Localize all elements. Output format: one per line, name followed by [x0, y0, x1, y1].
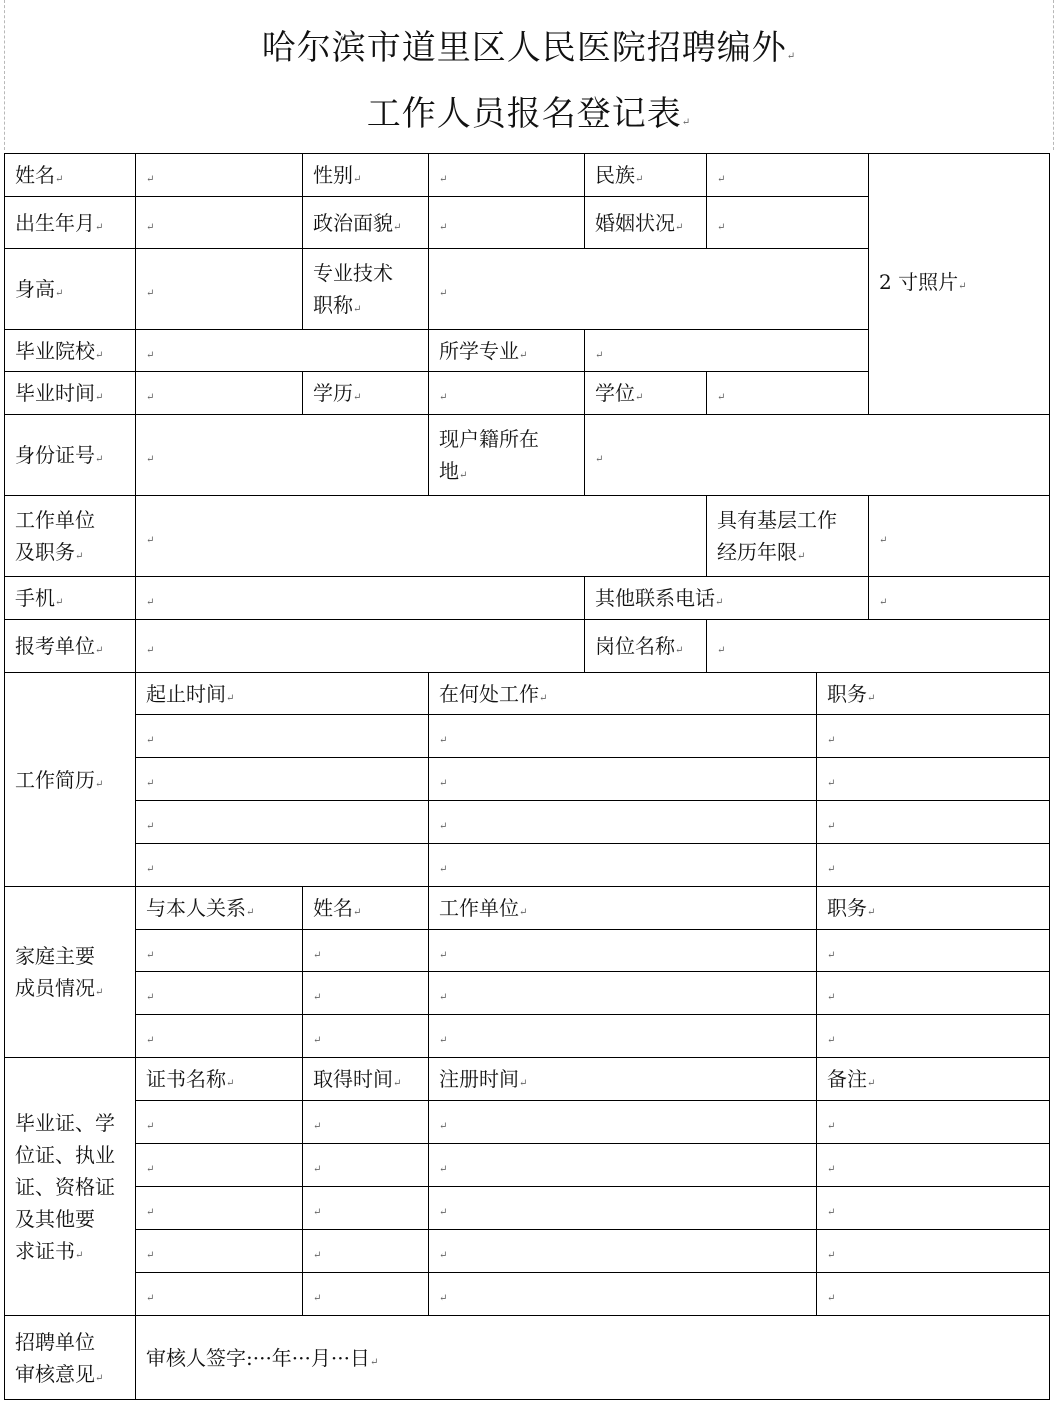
cert-row — [5, 1144, 1050, 1187]
cert-registered-cell[interactable]: ↵ — [429, 1230, 817, 1273]
name-field[interactable]: ↵ — [136, 154, 303, 197]
family-relation-cell[interactable]: ↵ — [136, 1015, 303, 1058]
resume-workplace-cell[interactable]: ↵ — [429, 844, 817, 887]
registration-table — [4, 153, 1050, 1400]
degree-field[interactable]: ↵ — [707, 372, 869, 415]
label-review: 招聘单位 审核意见↵ — [5, 1316, 136, 1400]
family-position-cell[interactable]: ↵ — [817, 972, 1050, 1015]
label-pro-title: 专业技术 职称↵ — [303, 249, 429, 330]
resume-row — [5, 844, 1050, 887]
cert-registered-cell[interactable]: ↵ — [429, 1144, 817, 1187]
family-header-name: 姓名↵ — [303, 887, 429, 930]
cert-name-cell[interactable]: ↵ — [136, 1101, 303, 1144]
label-family: 家庭主要 成员情况↵ — [5, 887, 136, 1058]
family-name-cell[interactable]: ↵ — [303, 1015, 429, 1058]
label-employer: 工作单位 及职务↵ — [5, 496, 136, 577]
resume-workplace-cell[interactable]: ↵ — [429, 715, 817, 758]
cert-notes-cell[interactable]: ↵ — [817, 1230, 1050, 1273]
label-birth: 出生年月↵ — [5, 197, 136, 249]
resume-position-cell[interactable]: ↵ — [817, 758, 1050, 801]
cert-header-notes: 备注↵ — [817, 1058, 1050, 1101]
resume-period-cell[interactable]: ↵ — [136, 758, 429, 801]
resume-period-cell[interactable]: ↵ — [136, 844, 429, 887]
cert-header-registered: 注册时间↵ — [429, 1058, 817, 1101]
cert-row — [5, 1230, 1050, 1273]
mobile-field[interactable]: ↵ — [136, 577, 585, 620]
resume-row — [5, 715, 1050, 758]
family-header-employer: 工作单位↵ — [429, 887, 817, 930]
birth-field[interactable]: ↵ — [136, 197, 303, 249]
cert-registered-cell[interactable]: ↵ — [429, 1101, 817, 1144]
label-hukou: 现户籍所在 地↵ — [429, 415, 585, 496]
cert-row — [5, 1101, 1050, 1144]
label-mobile: 手机↵ — [5, 577, 136, 620]
cert-obtained-cell[interactable]: ↵ — [303, 1230, 429, 1273]
cert-name-cell[interactable]: ↵ — [136, 1230, 303, 1273]
gender-field[interactable]: ↵ — [429, 154, 585, 197]
height-field[interactable]: ↵ — [136, 249, 303, 330]
family-header-relation: 与本人关系↵ — [136, 887, 303, 930]
label-major: 所学专业↵ — [429, 330, 585, 372]
form-title-line2: 工作人员报名登记表↵ — [366, 94, 692, 134]
label-certificates: 毕业证、学 位证、执业 证、资格证 及其他要 求证书↵ — [5, 1058, 136, 1316]
cert-obtained-cell[interactable]: ↵ — [303, 1273, 429, 1316]
family-name-cell[interactable]: ↵ — [303, 972, 429, 1015]
post-name-field[interactable]: ↵ — [707, 620, 1050, 673]
label-marital: 婚姻状况↵ — [585, 197, 707, 249]
resume-period-cell[interactable]: ↵ — [136, 801, 429, 844]
cert-notes-cell[interactable]: ↵ — [817, 1101, 1050, 1144]
label-post-name: 岗位名称↵ — [585, 620, 707, 673]
apply-unit-field[interactable]: ↵ — [136, 620, 585, 673]
label-id-no: 身份证号↵ — [5, 415, 136, 496]
resume-period-cell[interactable]: ↵ — [136, 715, 429, 758]
family-employer-cell[interactable]: ↵ — [429, 972, 817, 1015]
grassroots-field[interactable]: ↵ — [869, 496, 1050, 577]
cert-header-obtained: 取得时间↵ — [303, 1058, 429, 1101]
cert-registered-cell[interactable]: ↵ — [429, 1187, 817, 1230]
family-employer-cell[interactable]: ↵ — [429, 1015, 817, 1058]
label-school: 毕业院校↵ — [5, 330, 136, 372]
label-gender: 性别↵ — [303, 154, 429, 197]
resume-position-cell[interactable]: ↵ — [817, 715, 1050, 758]
cert-obtained-cell[interactable]: ↵ — [303, 1144, 429, 1187]
family-position-cell[interactable]: ↵ — [817, 1015, 1050, 1058]
family-employer-cell[interactable]: ↵ — [429, 930, 817, 972]
cert-row — [5, 1273, 1050, 1316]
label-apply-unit: 报考单位↵ — [5, 620, 136, 673]
cert-notes-cell[interactable]: ↵ — [817, 1187, 1050, 1230]
label-height: 身高↵ — [5, 249, 136, 330]
resume-workplace-cell[interactable]: ↵ — [429, 758, 817, 801]
label-education: 学历↵ — [303, 372, 429, 415]
label-grad-time: 毕业时间↵ — [5, 372, 136, 415]
label-resume: 工作简历↵ — [5, 673, 136, 887]
family-name-cell[interactable]: ↵ — [303, 930, 429, 972]
resume-row — [5, 758, 1050, 801]
family-relation-cell[interactable]: ↵ — [136, 930, 303, 972]
cert-notes-cell[interactable]: ↵ — [817, 1144, 1050, 1187]
grad-time-field[interactable]: ↵ — [136, 372, 303, 415]
resume-header-workplace: 在何处工作↵ — [429, 673, 817, 715]
cert-obtained-cell[interactable]: ↵ — [303, 1101, 429, 1144]
label-degree: 学位↵ — [585, 372, 707, 415]
label-ethnicity: 民族↵ — [585, 154, 707, 197]
cert-obtained-cell[interactable]: ↵ — [303, 1187, 429, 1230]
major-field[interactable]: ↵ — [585, 330, 869, 372]
school-field[interactable]: ↵ — [136, 330, 429, 372]
photo-box[interactable]: 2 寸照片↵ — [869, 154, 1050, 415]
cert-row — [5, 1187, 1050, 1230]
marital-field[interactable]: ↵ — [707, 197, 869, 249]
label-name: 姓名↵ — [5, 154, 136, 197]
ethnicity-field[interactable]: ↵ — [707, 154, 869, 197]
family-row — [5, 1015, 1050, 1058]
education-field[interactable]: ↵ — [429, 372, 585, 415]
resume-row — [5, 801, 1050, 844]
resume-header-position: 职务↵ — [817, 673, 1050, 715]
family-relation-cell[interactable]: ↵ — [136, 972, 303, 1015]
family-row — [5, 972, 1050, 1015]
cert-registered-cell[interactable]: ↵ — [429, 1273, 817, 1316]
politics-field[interactable]: ↵ — [429, 197, 585, 249]
label-politics: 政治面貌↵ — [303, 197, 429, 249]
resume-header-period: 起止时间↵ — [136, 673, 429, 715]
family-position-cell[interactable]: ↵ — [817, 930, 1050, 972]
form-title-line1: 哈尔滨市道里区人民医院招聘编外↵ — [261, 28, 797, 68]
resume-position-cell[interactable]: ↵ — [817, 801, 1050, 844]
label-grassroots: 具有基层工作 经历年限↵ — [707, 496, 869, 577]
employer-field[interactable]: ↵ — [136, 496, 707, 577]
cert-notes-cell[interactable]: ↵ — [817, 1273, 1050, 1316]
family-header-position: 职务↵ — [817, 887, 1050, 930]
review-field[interactable]: 审核人签字:···年···月···日↵ — [136, 1316, 1050, 1400]
resume-position-cell[interactable]: ↵ — [817, 844, 1050, 887]
other-phone-field[interactable]: ↵ — [869, 577, 1050, 620]
id-no-field[interactable]: ↵ — [136, 415, 429, 496]
cert-header-name: 证书名称↵ — [136, 1058, 303, 1101]
cert-name-cell[interactable]: ↵ — [136, 1187, 303, 1230]
cert-name-cell[interactable]: ↵ — [136, 1144, 303, 1187]
cert-name-cell[interactable]: ↵ — [136, 1273, 303, 1316]
family-row — [5, 930, 1050, 972]
pro-title-field[interactable]: ↵ — [429, 249, 869, 330]
hukou-field[interactable]: ↵ — [585, 415, 1050, 496]
label-other-phone: 其他联系电话↵ — [585, 577, 869, 620]
resume-workplace-cell[interactable]: ↵ — [429, 801, 817, 844]
